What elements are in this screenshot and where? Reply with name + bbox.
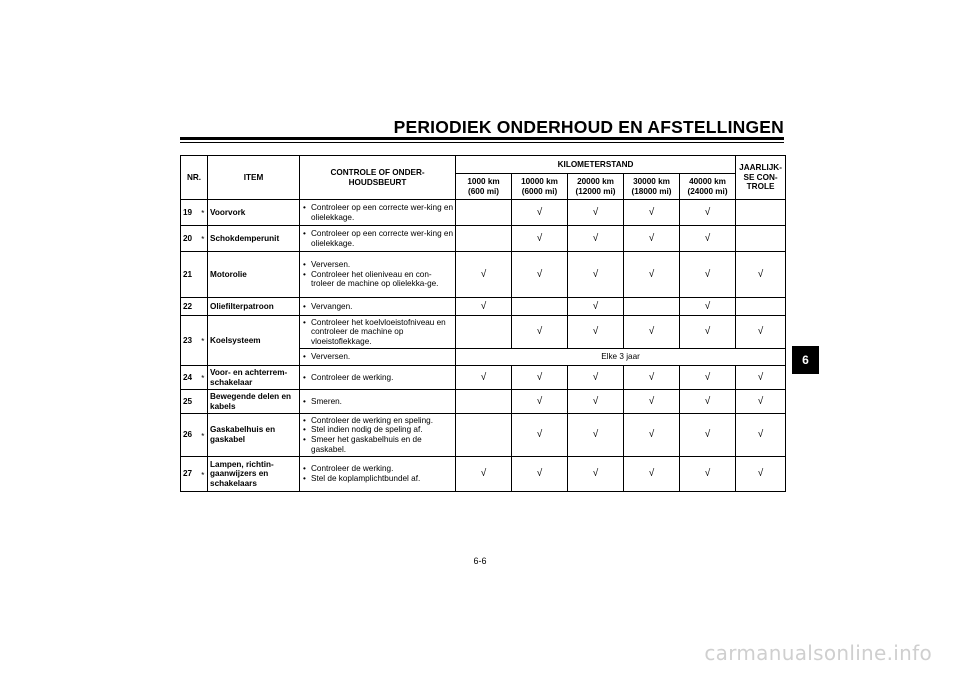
header-interval	[568, 174, 624, 200]
check-mark: √	[592, 429, 599, 441]
action-item: • Controleer de werking en speling.	[302, 416, 453, 426]
maintenance-table	[180, 155, 786, 492]
check-cell	[456, 414, 512, 457]
check-mark: √	[757, 429, 764, 441]
check-mark: √	[536, 268, 543, 280]
action-item: • Stel indien nodig de speling af.	[302, 425, 453, 435]
action-item: • Stel de koplamplichtbundel af.	[302, 474, 453, 484]
chapter-tab: 6	[792, 346, 819, 374]
action-item: • Smeren.	[302, 397, 453, 407]
check-cell	[456, 200, 512, 226]
check-mark: √	[536, 371, 543, 383]
row-number: 22	[181, 298, 199, 316]
check-mark: √	[648, 268, 655, 280]
row-actions	[300, 414, 456, 457]
check-cell	[736, 298, 786, 316]
action-item: • Controleer op een correcte wer-king en olielekkage.	[302, 229, 453, 248]
row-number: 19	[181, 200, 199, 226]
title-rule-thick	[180, 137, 784, 140]
check-cell	[512, 390, 568, 414]
header-interval	[456, 174, 512, 200]
check-mark: √	[704, 468, 711, 480]
row-number: 20	[181, 226, 199, 252]
action-list	[302, 318, 453, 347]
check-cell	[680, 200, 736, 226]
row-number: 27	[181, 457, 199, 492]
table-body	[181, 200, 786, 492]
table-row	[181, 200, 786, 226]
row-actions	[300, 390, 456, 414]
check-cell	[680, 366, 736, 390]
row-item: Bewegende delen en kabels	[208, 390, 300, 414]
action-item: • Smeer het gaskabelhuis en de gaskabel.	[302, 435, 453, 454]
check-cell	[680, 298, 736, 316]
check-cell	[568, 457, 624, 492]
check-mark: √	[704, 268, 711, 280]
check-mark: √	[536, 326, 543, 338]
header-interval	[624, 174, 680, 200]
action-item: • Verversen.	[302, 260, 453, 270]
interval-km: 20000 km	[577, 176, 614, 186]
row-number: 25	[181, 390, 199, 414]
interval-mi: (24000 mi)	[687, 186, 728, 196]
header-kilometerstand: KILOMETERSTAND	[456, 156, 736, 174]
check-cell	[624, 200, 680, 226]
check-mark: √	[592, 326, 599, 338]
header-interval	[680, 174, 736, 200]
action-item: • Vervangen.	[302, 302, 453, 312]
action-list	[302, 416, 453, 454]
table-row	[181, 414, 786, 457]
row-star: *	[199, 226, 208, 252]
check-cell	[624, 298, 680, 316]
check-cell	[736, 252, 786, 298]
interval-mi: (600 mi)	[468, 186, 499, 196]
check-cell	[624, 414, 680, 457]
row-star: *	[199, 200, 208, 226]
row-star	[199, 252, 208, 298]
row-actions	[300, 457, 456, 492]
check-mark: √	[704, 429, 711, 441]
check-cell	[680, 316, 736, 349]
table-row	[181, 226, 786, 252]
check-cell	[512, 414, 568, 457]
check-mark: √	[592, 395, 599, 407]
check-cell	[456, 226, 512, 252]
action-list	[302, 352, 453, 362]
check-cell	[568, 200, 624, 226]
check-mark: √	[480, 468, 487, 480]
check-cell	[512, 252, 568, 298]
check-cell	[456, 390, 512, 414]
check-cell	[512, 316, 568, 349]
row-item: Voor- en achterrem-schakelaar	[208, 366, 300, 390]
action-item: • Verversen.	[302, 352, 453, 362]
row-star: *	[199, 414, 208, 457]
row-item: Koelsysteem	[208, 316, 300, 366]
action-list	[302, 373, 453, 383]
check-cell	[512, 366, 568, 390]
action-list	[302, 397, 453, 407]
check-cell	[568, 390, 624, 414]
table-row	[181, 252, 786, 298]
check-cell	[456, 316, 512, 349]
check-mark: √	[757, 468, 764, 480]
check-mark: √	[536, 468, 543, 480]
row-item: Motorolie	[208, 252, 300, 298]
row-item: Schokdemperunit	[208, 226, 300, 252]
check-mark: √	[648, 395, 655, 407]
check-cell	[680, 390, 736, 414]
row-actions	[300, 200, 456, 226]
row-actions	[300, 316, 456, 349]
check-mark: √	[480, 300, 487, 312]
row-star: *	[199, 457, 208, 492]
table-row	[181, 457, 786, 492]
row-item: Gaskabelhuis en gaskabel	[208, 414, 300, 457]
row-star: *	[199, 316, 208, 366]
check-cell	[568, 298, 624, 316]
check-mark: √	[648, 371, 655, 383]
check-mark: √	[648, 468, 655, 480]
row-actions	[300, 298, 456, 316]
interval-mi: (18000 mi)	[631, 186, 672, 196]
check-mark: √	[592, 232, 599, 244]
header-annual: JAARLIJK-SE CON-TROLE	[736, 156, 786, 200]
check-mark: √	[536, 232, 543, 244]
check-cell	[736, 457, 786, 492]
action-list	[302, 302, 453, 312]
check-mark: √	[592, 268, 599, 280]
check-cell	[624, 252, 680, 298]
table-row	[181, 316, 786, 349]
interval-km: 30000 km	[633, 176, 670, 186]
check-mark: √	[704, 300, 711, 312]
action-list	[302, 260, 453, 289]
check-cell	[736, 316, 786, 349]
interval-km: 40000 km	[689, 176, 726, 186]
check-mark: √	[704, 395, 711, 407]
check-mark: √	[592, 206, 599, 218]
check-mark: √	[704, 232, 711, 244]
row-actions	[300, 226, 456, 252]
check-mark: √	[480, 371, 487, 383]
check-mark: √	[757, 326, 764, 338]
check-mark: √	[704, 371, 711, 383]
check-mark: √	[536, 429, 543, 441]
check-cell	[736, 366, 786, 390]
table-row	[181, 298, 786, 316]
action-item: • Controleer de werking.	[302, 464, 453, 474]
row-item: Lampen, richtin-gaanwijzers en schakelaars	[208, 457, 300, 492]
row-actions	[300, 366, 456, 390]
check-cell	[568, 226, 624, 252]
check-cell	[680, 226, 736, 252]
check-cell	[624, 390, 680, 414]
header-item: ITEM	[208, 156, 300, 200]
interval-km: 1000 km	[467, 176, 500, 186]
check-cell	[568, 316, 624, 349]
check-cell	[512, 298, 568, 316]
page-title: PERIODIEK ONDERHOUD EN AFSTELLINGEN	[393, 117, 784, 137]
check-cell	[456, 457, 512, 492]
interval-mi: (6000 mi)	[521, 186, 558, 196]
check-mark: √	[704, 206, 711, 218]
interval-km: 10000 km	[521, 176, 558, 186]
check-cell	[568, 414, 624, 457]
check-cell	[624, 316, 680, 349]
check-cell	[680, 414, 736, 457]
check-mark: √	[648, 326, 655, 338]
check-cell	[568, 252, 624, 298]
row-actions	[300, 252, 456, 298]
row-item: Oliefilterpatroon	[208, 298, 300, 316]
check-cell	[680, 252, 736, 298]
page-number: 6-6	[473, 556, 487, 566]
check-cell	[512, 200, 568, 226]
check-cell	[568, 366, 624, 390]
check-cell	[624, 366, 680, 390]
check-mark: √	[704, 326, 711, 338]
row-number: 26	[181, 414, 199, 457]
check-mark: √	[757, 371, 764, 383]
check-mark: √	[757, 268, 764, 280]
check-cell	[736, 226, 786, 252]
table-row	[181, 366, 786, 390]
table-row	[181, 390, 786, 414]
action-item: • Controleer het koelvloeistofniveau en controleer de machine op vloeistoflekkage.	[302, 318, 453, 347]
action-list	[302, 464, 453, 483]
row-actions	[300, 349, 456, 366]
check-mark: √	[536, 206, 543, 218]
check-cell	[512, 226, 568, 252]
check-cell	[456, 366, 512, 390]
check-mark: √	[648, 206, 655, 218]
check-mark: √	[757, 395, 764, 407]
row-star	[199, 298, 208, 316]
check-mark: √	[592, 468, 599, 480]
header-interval	[512, 174, 568, 200]
interval-span-text: Elke 3 jaar	[456, 349, 786, 366]
row-star	[199, 390, 208, 414]
check-mark: √	[592, 300, 599, 312]
row-number: 21	[181, 252, 199, 298]
action-item: • Controleer het olieniveau en con-troleer de machine op olielekka-ge.	[302, 270, 453, 289]
action-item: • Controleer op een correcte wer-king en olielekkage.	[302, 203, 453, 222]
row-number: 23	[181, 316, 199, 366]
check-cell	[736, 390, 786, 414]
action-list	[302, 229, 453, 248]
check-cell	[736, 414, 786, 457]
check-cell	[456, 252, 512, 298]
title-rule-thin	[180, 142, 784, 143]
header-control: CONTROLE OF ONDER-HOUDSBEURT	[300, 156, 456, 200]
check-mark: √	[648, 429, 655, 441]
watermark: carmanualsonline.info	[704, 641, 932, 665]
row-star: *	[199, 366, 208, 390]
check-cell	[680, 457, 736, 492]
check-cell	[624, 457, 680, 492]
header-nr: NR.	[181, 156, 208, 200]
interval-mi: (12000 mi)	[575, 186, 616, 196]
check-mark: √	[592, 371, 599, 383]
check-mark: √	[648, 232, 655, 244]
row-number: 24	[181, 366, 199, 390]
action-item: • Controleer de werking.	[302, 373, 453, 383]
action-list	[302, 203, 453, 222]
check-cell	[512, 457, 568, 492]
row-item: Voorvork	[208, 200, 300, 226]
check-cell	[736, 200, 786, 226]
check-cell	[456, 298, 512, 316]
check-mark: √	[536, 395, 543, 407]
check-mark: √	[480, 268, 487, 280]
check-cell	[624, 226, 680, 252]
